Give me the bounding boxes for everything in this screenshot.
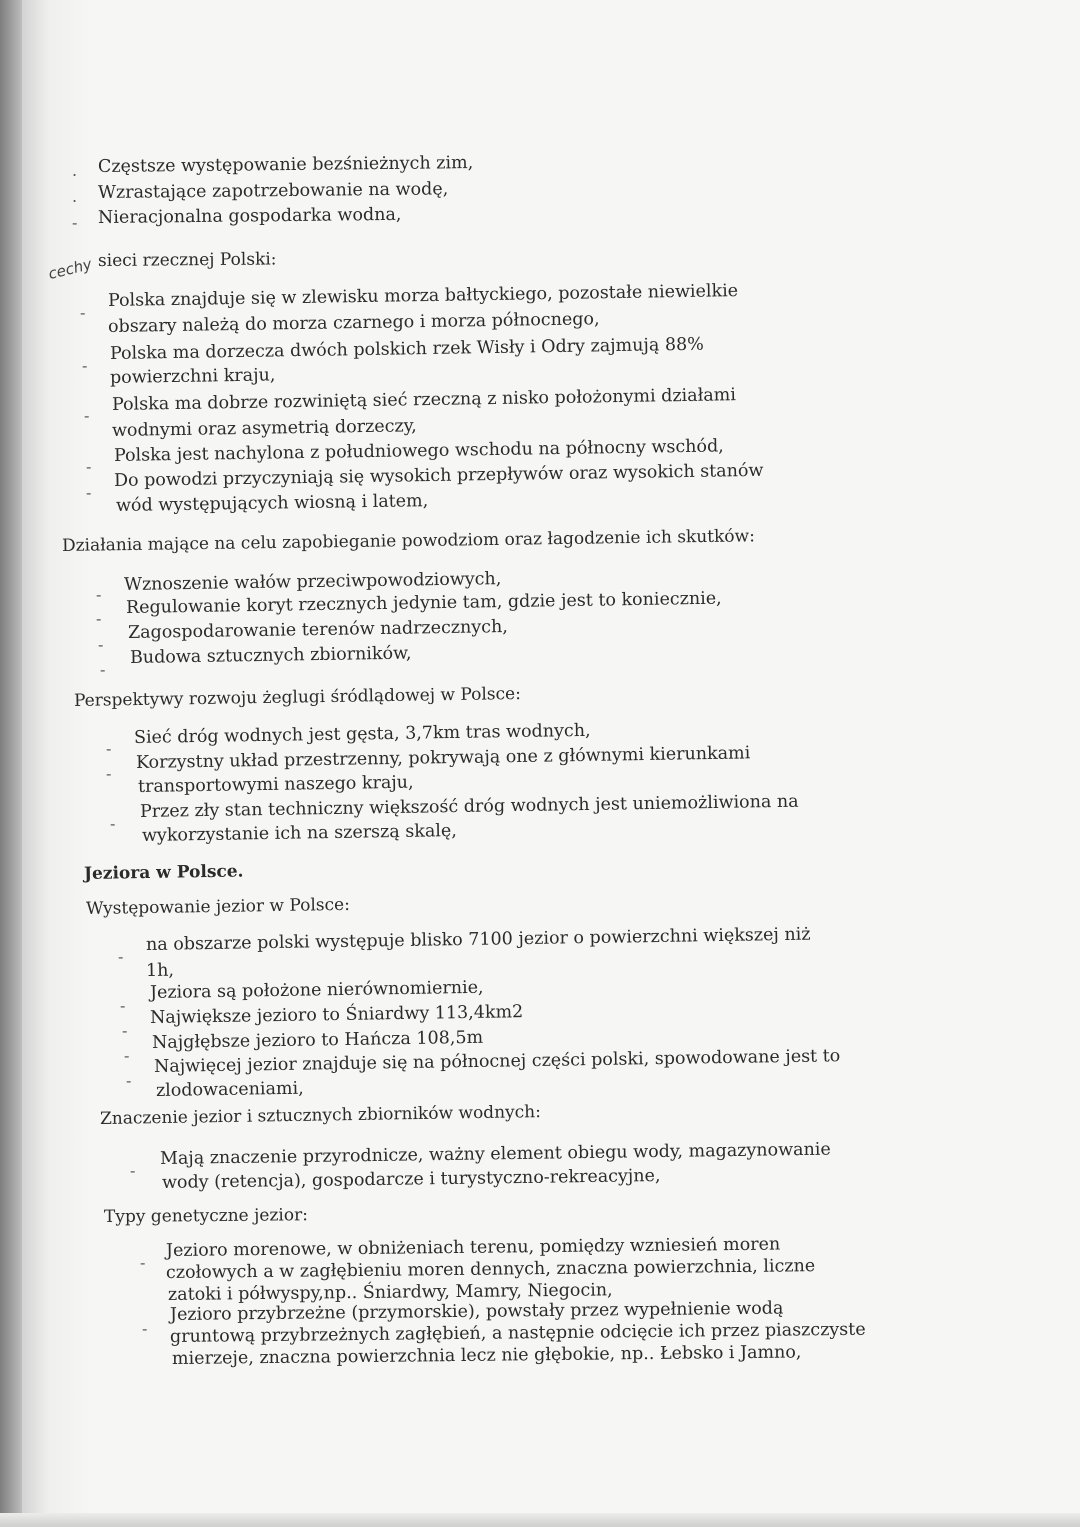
list-item-line: Do powodzi przyczyniają się wysokich przepływów oraz wysokich stanów (113, 460, 764, 491)
list-item-line: Budowa sztucznych zbiorników, (129, 643, 412, 668)
handwritten-note: cechy (46, 254, 94, 284)
list-item-line: Polska znajduje się w zlewisku morza bałtyckiego, pozostałe niewielkie (107, 281, 739, 311)
bullet-marker: - (142, 1319, 148, 1338)
bullet-marker: - (72, 213, 78, 232)
bullet-marker: - (96, 609, 102, 628)
list-item-line: powierzchni kraju, (109, 365, 276, 388)
bullet-marker: - (120, 996, 126, 1015)
section-heading: Występowanie jezior w Polsce: (85, 894, 350, 919)
bullet-marker: - (106, 764, 112, 783)
bullet-marker: - (96, 585, 102, 604)
list-item-line: wody (retencja), gospodarcze i turystyczno-rekreacyjne, (161, 1166, 661, 1193)
intro-item: Wzrastające zapotrzebowanie na wodę, (97, 179, 449, 203)
bullet-marker: - (106, 739, 112, 758)
list-item-line: Zagospodarowanie terenów nadrzecznych, (127, 617, 509, 643)
list-item-line: czołowych a w zagłębieniu moren dennych, znaczna powierzchnia, liczne (165, 1256, 816, 1283)
list-item-line: gruntową przybrzeżnych zagłębień, a następnie odcięcie ich przez piaszczyste (169, 1319, 866, 1347)
intro-item: Częstsze występowanie bezśnieżnych zim, (97, 153, 474, 177)
bullet-marker: - (124, 1046, 130, 1065)
bullet-marker: - (130, 1161, 136, 1180)
list-item-line: Jeziora są położone nierównomiernie, (149, 977, 484, 1003)
list-item-line: wodnymi oraz asymetrią dorzeczy, (111, 416, 417, 441)
list-item-line: Korzystny układ przestrzenny, pokrywają one z głównymi kierunkami (135, 743, 751, 773)
bullet-marker: - (110, 814, 116, 833)
list-item-line: Przez zły stan techniczny większość dróg wodnych jest uniemożliwiona na (139, 791, 799, 822)
bullet-marker: - (84, 406, 90, 425)
bullet-marker: - (98, 635, 104, 654)
list-item-line: Sieć dróg wodnych jest gęsta, 3,7km tras wodnych, (133, 720, 591, 748)
section-heading: Perspektywy rozwoju żeglugi śródlądowej w Polsce: (73, 683, 522, 711)
section-heading: Typy genetyczne jezior: (103, 1205, 309, 1227)
bullet-marker: - (82, 356, 88, 375)
list-item-line: wód występujących wiosną i latem, (115, 491, 429, 516)
bullet-marker: - (122, 1021, 128, 1040)
list-item-line: wykorzystanie ich na szerszą skalę, (141, 821, 457, 846)
list-item-line: 1h, (145, 960, 175, 981)
list-item-line: Polska jest nachylona z południowego wschodu na północny wschód, (113, 436, 724, 466)
bullet-marker: - (140, 1253, 146, 1272)
bullet-marker: - (86, 483, 92, 502)
bullet-marker: . (72, 187, 78, 206)
section-heading: sieci rzecznej Polski: (97, 249, 277, 271)
list-item-line: Największe jezioro to Śniardwy 113,4km2 (149, 1002, 524, 1028)
list-item-line: Regulowanie koryt rzecznych jedynie tam, gdzie jest to koniecznie, (125, 588, 722, 618)
bullet-marker: - (118, 947, 124, 966)
list-item-line: transportowymi naszego kraju, (137, 772, 414, 797)
list-item-line: zlodowaceniami, (155, 1078, 304, 1101)
list-item-line: Polska ma dorzecza dwóch polskich rzek Wisły i Odry zajmują 88% (109, 334, 704, 364)
bullet-marker: - (86, 457, 92, 476)
list-item-line: zatoki i półwyspy,np.. Śniardwy, Mamry, Niegocin, (167, 1280, 613, 1305)
intro-item: Nieracjonalna gospodarka wodna, (97, 204, 402, 228)
list-item-line: obszary należą do morza czarnego i morza północnego, (107, 309, 600, 337)
section-heading: Działania mające na celu zapobieganie powodziom oraz łagodzenie ich skutków: (61, 526, 756, 556)
bullet-marker: - (100, 660, 106, 679)
list-item-line: Mają znaczenie przyrodnicze, ważny element obiegu wody, magazynowanie (159, 1139, 831, 1169)
bullet-marker: - (80, 303, 86, 322)
bullet-marker: - (126, 1071, 132, 1090)
list-item-line: Wznoszenie wałów przeciwpowodziowych, (123, 569, 502, 595)
bullet-marker: . (72, 161, 78, 180)
document-subtitle: Jeziora w Polsce. (83, 861, 244, 884)
list-item-line: Jezioro przybrzeżne (przymorskie), powstały przez wypełnienie wodą (169, 1298, 784, 1325)
list-item-line: Najgłębsze jezioro to Hańcza 108,5m (151, 1027, 484, 1053)
list-item-line: Jezioro morenowe, w obniżeniach terenu, pomiędzy wzniesień moren (165, 1234, 781, 1261)
section-heading: Znaczenie jezior i sztucznych zbiorników wodnych: (99, 1102, 542, 1129)
list-item-line: na obszarze polski występuje blisko 7100 jezior o powierzchni większej niż (145, 924, 811, 955)
list-item-line: Polska ma dobrze rozwiniętą sieć rzeczną z nisko położonymi działami (111, 385, 737, 415)
list-item-line: Najwięcej jezior znajduje się na północnej części polski, spowodowane jest to (153, 1046, 841, 1077)
list-item-line: mierzeje, znaczna powierzchnia lecz nie głębokie, np.. Łebsko i Jamno, (171, 1342, 802, 1369)
